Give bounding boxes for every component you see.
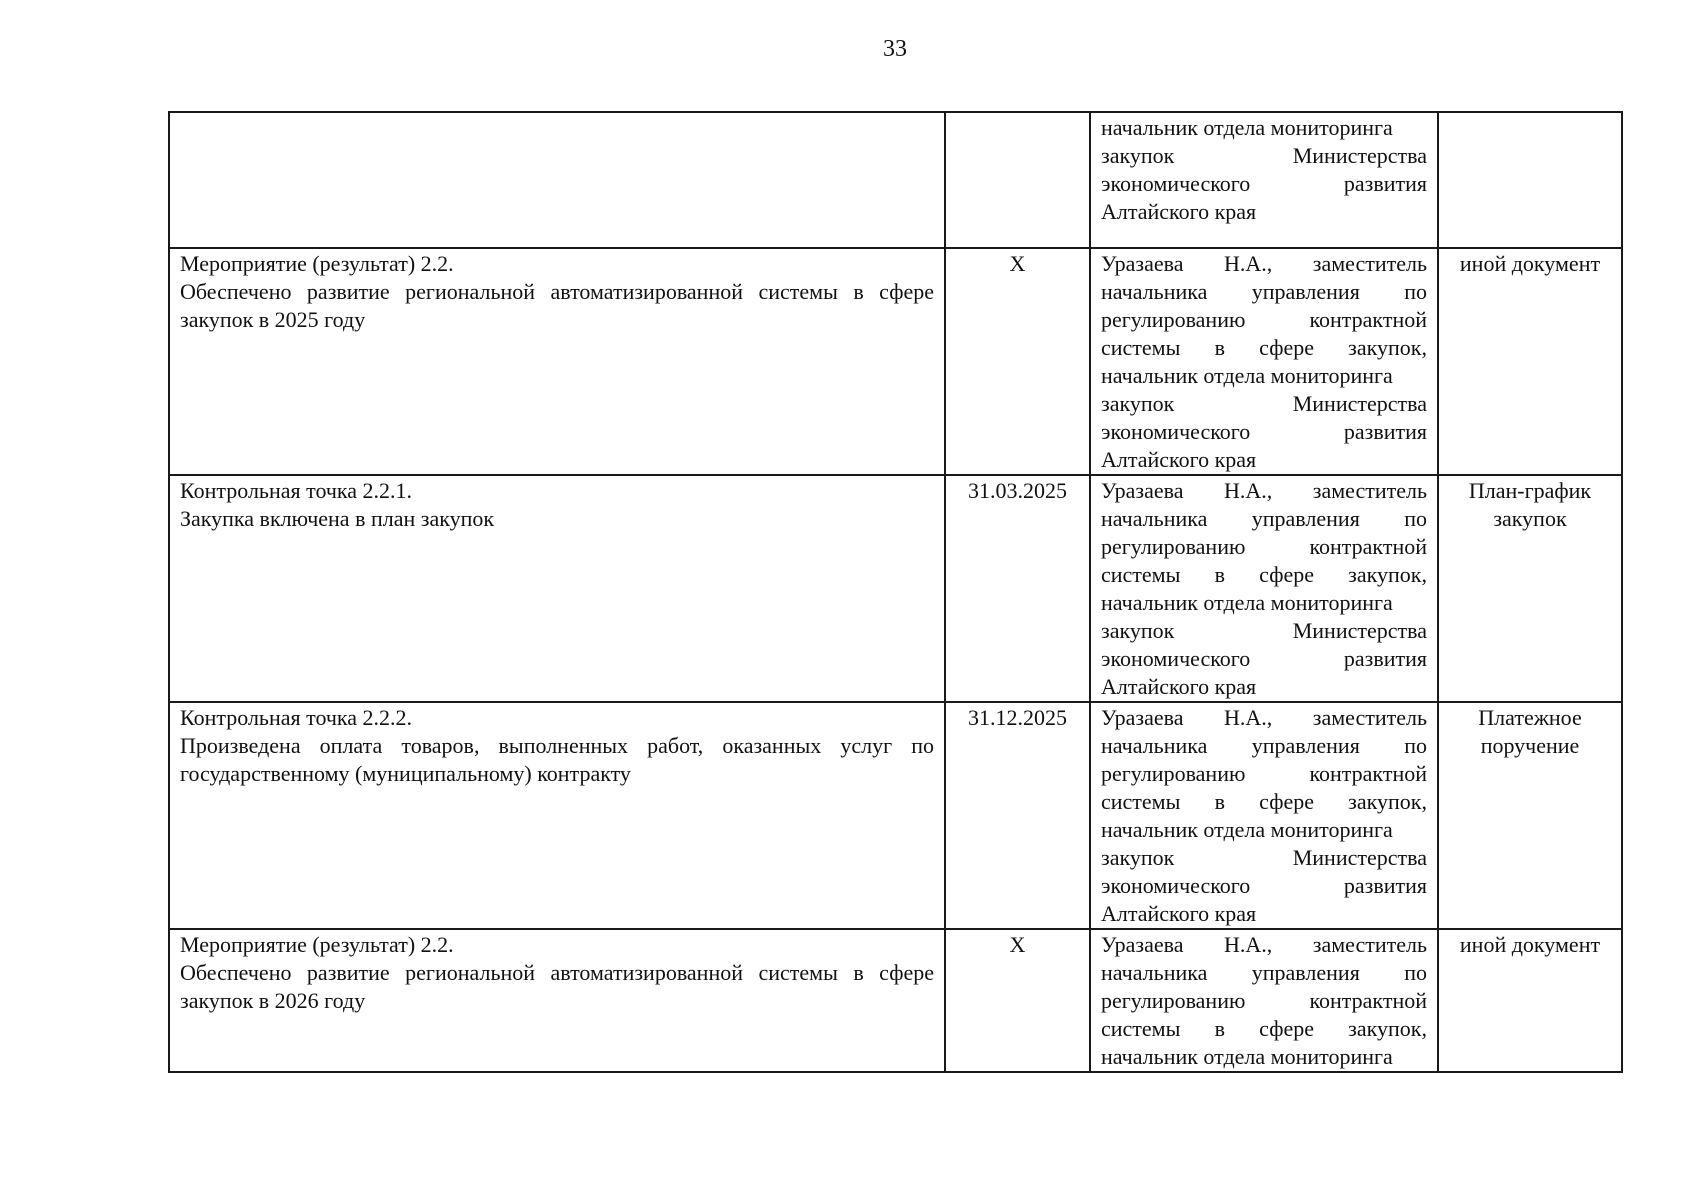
responsible-line	[1101, 617, 1427, 645]
description-title: Мероприятие (результат) 2.2.	[180, 932, 454, 957]
description-title: Контрольная точка 2.2.2.	[180, 705, 413, 730]
responsible-word: Алтайского края	[1101, 674, 1257, 699]
responsible-word: управления	[1251, 506, 1360, 531]
responsible-word: заместитель	[1312, 932, 1427, 957]
responsible-word: закупок,	[1348, 562, 1427, 587]
responsible-line	[1101, 250, 1427, 278]
responsible-word: начальника	[1101, 506, 1208, 531]
responsible-word: Министерства	[1292, 391, 1427, 416]
responsible-word: в	[1214, 562, 1225, 587]
responsible-word: заместитель	[1312, 251, 1427, 276]
responsible-word: закупок	[1101, 618, 1175, 643]
responsible-word: Н.А.,	[1223, 251, 1273, 276]
responsible-word: сфере	[1259, 1016, 1314, 1041]
description-cell	[169, 929, 945, 1072]
responsible-word: Н.А.,	[1223, 478, 1273, 503]
table-row	[169, 248, 1622, 475]
responsible-word: регулированию	[1101, 761, 1246, 786]
responsible-word: контрактной	[1309, 761, 1427, 786]
responsible-word: Уразаева	[1101, 705, 1184, 730]
deadline-cell: Х	[945, 929, 1090, 1072]
responsible-word: Алтайского края	[1101, 447, 1257, 472]
responsible-line	[1101, 198, 1427, 226]
responsible-word: управления	[1251, 960, 1360, 985]
responsible-word: начальник отдела мониторинга	[1101, 817, 1393, 842]
description-cell	[169, 702, 945, 929]
responsible-word: экономического	[1101, 419, 1251, 444]
responsible-line	[1101, 477, 1427, 505]
responsible-word: Уразаева	[1101, 932, 1184, 957]
responsible-word: в	[1214, 335, 1225, 360]
responsible-word: развития	[1343, 171, 1427, 196]
responsible-line	[1101, 645, 1427, 673]
table-row	[169, 929, 1622, 1072]
responsible-word: закупок	[1101, 845, 1175, 870]
responsible-word: по	[1404, 506, 1427, 531]
responsible-word: Уразаева	[1101, 251, 1184, 276]
responsible-line	[1101, 788, 1427, 816]
responsible-word: Министерства	[1292, 143, 1427, 168]
responsible-word: начальник отдела мониторинга	[1101, 1044, 1393, 1069]
responsible-word: регулированию	[1101, 988, 1246, 1013]
responsible-line	[1101, 959, 1427, 987]
responsible-word: сфере	[1259, 789, 1314, 814]
responsible-word: заместитель	[1312, 705, 1427, 730]
responsible-word: Алтайского края	[1101, 901, 1257, 926]
responsible-line	[1101, 446, 1427, 474]
responsible-line	[1101, 114, 1427, 142]
description-cell	[169, 112, 945, 248]
responsible-word: сфере	[1259, 335, 1314, 360]
document-cell: иной документ	[1438, 929, 1622, 1072]
responsible-line	[1101, 987, 1427, 1015]
responsible-line	[1101, 589, 1427, 617]
responsible-word: экономического	[1101, 873, 1251, 898]
responsible-word: Алтайского края	[1101, 199, 1257, 224]
responsible-word: управления	[1251, 733, 1360, 758]
responsible-word: закупок,	[1348, 1016, 1427, 1041]
description-text: Закупка включена в план закупок	[180, 506, 495, 531]
responsible-word: начальник отдела мониторинга	[1101, 590, 1393, 615]
description-text: Обеспечено развитие региональной автоматизированной системы в сфере закупок в 2025 году	[180, 279, 934, 332]
responsible-line	[1101, 872, 1427, 900]
description-text: Произведена оплата товаров, выполненных работ, оказанных услуг по государственному (муниципальному) контракту	[180, 733, 934, 786]
responsible-word: в	[1214, 789, 1225, 814]
responsible-line	[1101, 278, 1427, 306]
responsible-word: экономического	[1101, 171, 1251, 196]
responsible-word: закупок,	[1348, 335, 1427, 360]
deadline-cell	[945, 112, 1090, 248]
responsible-line	[1101, 561, 1427, 589]
document-cell: иной документ	[1438, 248, 1622, 475]
responsible-line	[1101, 1015, 1427, 1043]
responsible-line	[1101, 142, 1427, 170]
table-row	[169, 475, 1622, 702]
table-row	[169, 702, 1622, 929]
responsible-line	[1101, 673, 1427, 701]
responsible-line	[1101, 306, 1427, 334]
responsible-word: Уразаева	[1101, 478, 1184, 503]
deadline-cell: 31.03.2025	[945, 475, 1090, 702]
responsible-word: Н.А.,	[1223, 705, 1273, 730]
responsible-line	[1101, 844, 1427, 872]
responsible-line	[1101, 900, 1427, 928]
responsible-word: Министерства	[1292, 618, 1427, 643]
deadline-cell: Х	[945, 248, 1090, 475]
plan-table	[168, 111, 1623, 1073]
responsible-word: системы	[1101, 335, 1181, 360]
table-row	[169, 112, 1622, 248]
responsible-line	[1101, 732, 1427, 760]
responsible-cell	[1090, 929, 1438, 1072]
responsible-word: контрактной	[1309, 307, 1427, 332]
description-title: Контрольная точка 2.2.1.	[180, 478, 413, 503]
responsible-word: закупок	[1101, 143, 1175, 168]
responsible-line	[1101, 170, 1427, 198]
responsible-word: регулированию	[1101, 307, 1246, 332]
responsible-word: развития	[1343, 873, 1427, 898]
document-cell: Платежное поручение	[1438, 702, 1622, 929]
responsible-word: по	[1404, 960, 1427, 985]
responsible-line	[1101, 760, 1427, 788]
responsible-line	[1101, 418, 1427, 446]
description-title: Мероприятие (результат) 2.2.	[180, 251, 454, 276]
responsible-cell	[1090, 702, 1438, 929]
responsible-word: Министерства	[1292, 845, 1427, 870]
responsible-word: по	[1404, 279, 1427, 304]
responsible-cell	[1090, 248, 1438, 475]
responsible-word: начальник отдела мониторинга	[1101, 115, 1393, 140]
responsible-word: закупок,	[1348, 789, 1427, 814]
responsible-word: начальник отдела мониторинга	[1101, 363, 1393, 388]
responsible-line	[1101, 362, 1427, 390]
responsible-word: по	[1404, 733, 1427, 758]
responsible-line	[1101, 533, 1427, 561]
responsible-word: закупок	[1101, 391, 1175, 416]
responsible-word: начальника	[1101, 960, 1208, 985]
responsible-word: развития	[1343, 419, 1427, 444]
responsible-word: заместитель	[1312, 478, 1427, 503]
responsible-line	[1101, 931, 1427, 959]
responsible-word: начальника	[1101, 733, 1208, 758]
page-number: 33	[883, 36, 907, 62]
responsible-cell	[1090, 475, 1438, 702]
responsible-line	[1101, 505, 1427, 533]
responsible-line	[1101, 390, 1427, 418]
description-text: Обеспечено развитие региональной автоматизированной системы в сфере закупок в 2026 году	[180, 960, 934, 1013]
responsible-word: развития	[1343, 646, 1427, 671]
responsible-word: контрактной	[1309, 988, 1427, 1013]
responsible-word: управления	[1251, 279, 1360, 304]
document-cell: План-график закупок	[1438, 475, 1622, 702]
responsible-word: системы	[1101, 562, 1181, 587]
responsible-word: регулированию	[1101, 534, 1246, 559]
responsible-word: сфере	[1259, 562, 1314, 587]
responsible-line	[1101, 1043, 1427, 1071]
document-cell	[1438, 112, 1622, 248]
responsible-line	[1101, 704, 1427, 732]
responsible-word: контрактной	[1309, 534, 1427, 559]
deadline-cell: 31.12.2025	[945, 702, 1090, 929]
description-cell	[169, 475, 945, 702]
description-cell	[169, 248, 945, 475]
responsible-word: системы	[1101, 1016, 1181, 1041]
responsible-word: Н.А.,	[1223, 932, 1273, 957]
responsible-word: в	[1214, 1016, 1225, 1041]
responsible-word: начальника	[1101, 279, 1208, 304]
responsible-line	[1101, 334, 1427, 362]
responsible-line	[1101, 816, 1427, 844]
responsible-word: экономического	[1101, 646, 1251, 671]
responsible-cell	[1090, 112, 1438, 248]
responsible-word: системы	[1101, 789, 1181, 814]
